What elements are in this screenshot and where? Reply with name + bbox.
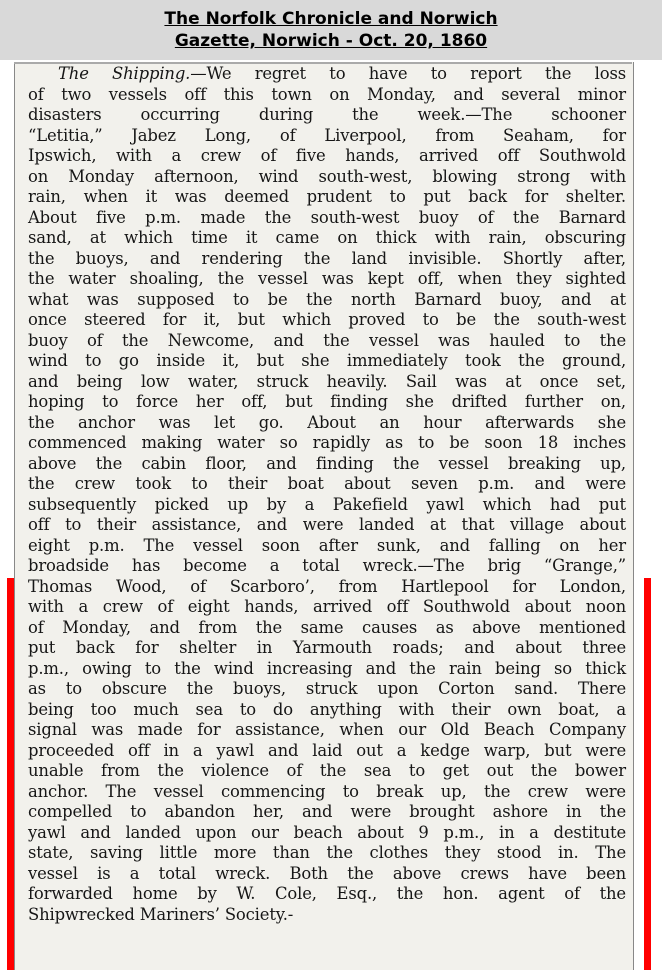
article-line: [28, 720, 626, 741]
article-line: [28, 638, 626, 659]
article-line: [28, 802, 626, 823]
article-line: [28, 249, 626, 270]
citation-line-1: The Norfolk Chronicle and Norwich: [164, 9, 498, 29]
article-line-text: what was supposed to be the north Barnard buoy, and at: [28, 289, 626, 309]
article-line: [28, 413, 626, 434]
article-line: [28, 536, 626, 557]
article-line-text: Shipwrecked Mariners’ Society.-: [28, 904, 294, 924]
article-line: [28, 577, 626, 598]
article-line: [28, 372, 626, 393]
article-line-text: unable from the violence of the sea to get out the bower: [28, 761, 626, 780]
article-line-text: broadside has become a total wreck.—The brig “Grange,”: [28, 556, 626, 575]
article-line-text: anchor. The vessel commencing to break up, the crew were: [28, 781, 626, 801]
article-line: [28, 495, 626, 516]
article-line-text: above the cabin floor, and finding the vessel breaking up,: [28, 453, 626, 473]
article-line-text: commenced making water so rapidly as to be soon 18 inches: [28, 433, 626, 452]
article-line-text: once steered for it, but which proved to be the south-west: [28, 310, 626, 329]
article-line-text: the water shoaling, the vessel was kept off, when they sighted: [28, 269, 626, 288]
article-line: [28, 556, 626, 577]
article-line-text: —We regret to have to report the loss: [190, 64, 626, 83]
article-line: [28, 126, 626, 147]
article-line-text: subsequently picked up by a Pakefield yawl which had put: [28, 494, 626, 514]
article-line-text: disasters occurring during the week.—The schooner: [28, 105, 626, 124]
article-line: [28, 187, 626, 208]
article-line: [28, 618, 626, 639]
article-body: [28, 64, 626, 925]
article-line: [28, 515, 626, 536]
article-line: [28, 269, 626, 290]
article-line-text: rain, when it was deemed prudent to put back for shelter.: [28, 187, 626, 206]
article-line-text: Ipswich, with a crew of five hands, arrived off Southwold: [28, 146, 626, 165]
citation-line-2: Gazette, Norwich - Oct. 20, 1860: [174, 31, 488, 51]
article-line: [28, 290, 626, 311]
article-line-text: sand, at which time it came on thick with rain, obscuring: [28, 228, 626, 247]
article-line-text: signal was made for assistance, when our Old Beach Company: [28, 720, 626, 739]
article-line: [28, 64, 626, 85]
article-line: [28, 167, 626, 188]
article-line-text: proceeded off in a yawl and laid out a kedge warp, but were: [28, 740, 626, 760]
article-line: [28, 433, 626, 454]
article-line: [28, 659, 626, 680]
article-line: [28, 228, 626, 249]
article-line-text: the buoys, and rendering the land invisible. Shortly after,: [28, 248, 626, 268]
article-line: [28, 146, 626, 167]
article-line: [28, 351, 626, 372]
article-line-text: compelled to abandon her, and were brought ashore in the: [28, 802, 626, 821]
article-line-text: “Letitia,” Jabez Long, of Liverpool, from Seaham, for: [28, 125, 626, 145]
article-line-text: of Monday, and from the same causes as above mentioned: [28, 617, 626, 637]
article-line-text: the anchor was let go. About an hour afterwards she: [28, 412, 626, 432]
article-line: [28, 905, 626, 926]
article-line: [28, 310, 626, 331]
article-line: [28, 331, 626, 352]
article-line: [28, 823, 626, 844]
article-line-text: and being low water, struck heavily. Sail was at once set,: [28, 371, 626, 391]
article-line-text: off to their assistance, and were landed at that village about: [28, 515, 626, 534]
article-line: [28, 454, 626, 475]
article-line: [28, 105, 626, 126]
article-line: [28, 884, 626, 905]
article-line-text: yawl and landed upon our beach about 9 p.m., in a destitute: [28, 822, 626, 842]
article-line-text: wind to go inside it, but she immediately took the ground,: [28, 351, 626, 370]
article-line: [28, 843, 626, 864]
citation-header: [0, 0, 662, 60]
article-line: [28, 741, 626, 762]
article-line-text: eight p.m. The vessel soon after sunk, and falling on her: [28, 535, 626, 555]
article-line-text: hoping to force her off, but finding she drifted further on,: [28, 392, 626, 411]
article-line: [28, 679, 626, 700]
article-line-text: the crew took to their boat about seven p.m. and were: [28, 474, 626, 493]
article-line: [28, 208, 626, 229]
article-line-text: Thomas Wood, of Scarboro’, from Hartlepool for London,: [28, 576, 626, 596]
article-line-text: p.m., owing to the wind increasing and the rain being so thick: [28, 658, 626, 678]
article-line-text: state, saving little more than the clothes they stood in. The: [28, 843, 626, 862]
article-line-text: with a crew of eight hands, arrived off Southwold about noon: [28, 597, 626, 616]
article-line: [28, 864, 626, 885]
highlight-bar-left: [7, 578, 14, 970]
article-line: [28, 700, 626, 721]
article-line-text: forwarded home by W. Cole, Esq., the hon. agent of the: [28, 884, 626, 903]
article-line: [28, 761, 626, 782]
article-line-text: being too much sea to do anything with their own boat, a: [28, 699, 626, 719]
article-line-text: vessel is a total wreck. Both the above crews have been: [28, 863, 626, 883]
article-line: [28, 392, 626, 413]
article-line-text: on Monday afternoon, wind south-west, blowing strong with: [28, 166, 626, 186]
article-line-text: About five p.m. made the south-west buoy of the Barnard: [28, 207, 626, 227]
highlight-bar-right: [644, 578, 651, 970]
article-line-text: as to obscure the buoys, struck upon Corton sand. There: [28, 679, 626, 698]
article-kicker: The Shipping.: [58, 64, 191, 83]
article-line: [28, 597, 626, 618]
article-line-text: of two vessels off this town on Monday, and several minor: [28, 84, 626, 104]
article-line: [28, 782, 626, 803]
article-line-text: buoy of the Newcome, and the vessel was hauled to the: [28, 330, 626, 350]
article-line: [28, 85, 626, 106]
article-line-text: put back for shelter in Yarmouth roads; and about three: [28, 638, 626, 657]
article-line: [28, 474, 626, 495]
